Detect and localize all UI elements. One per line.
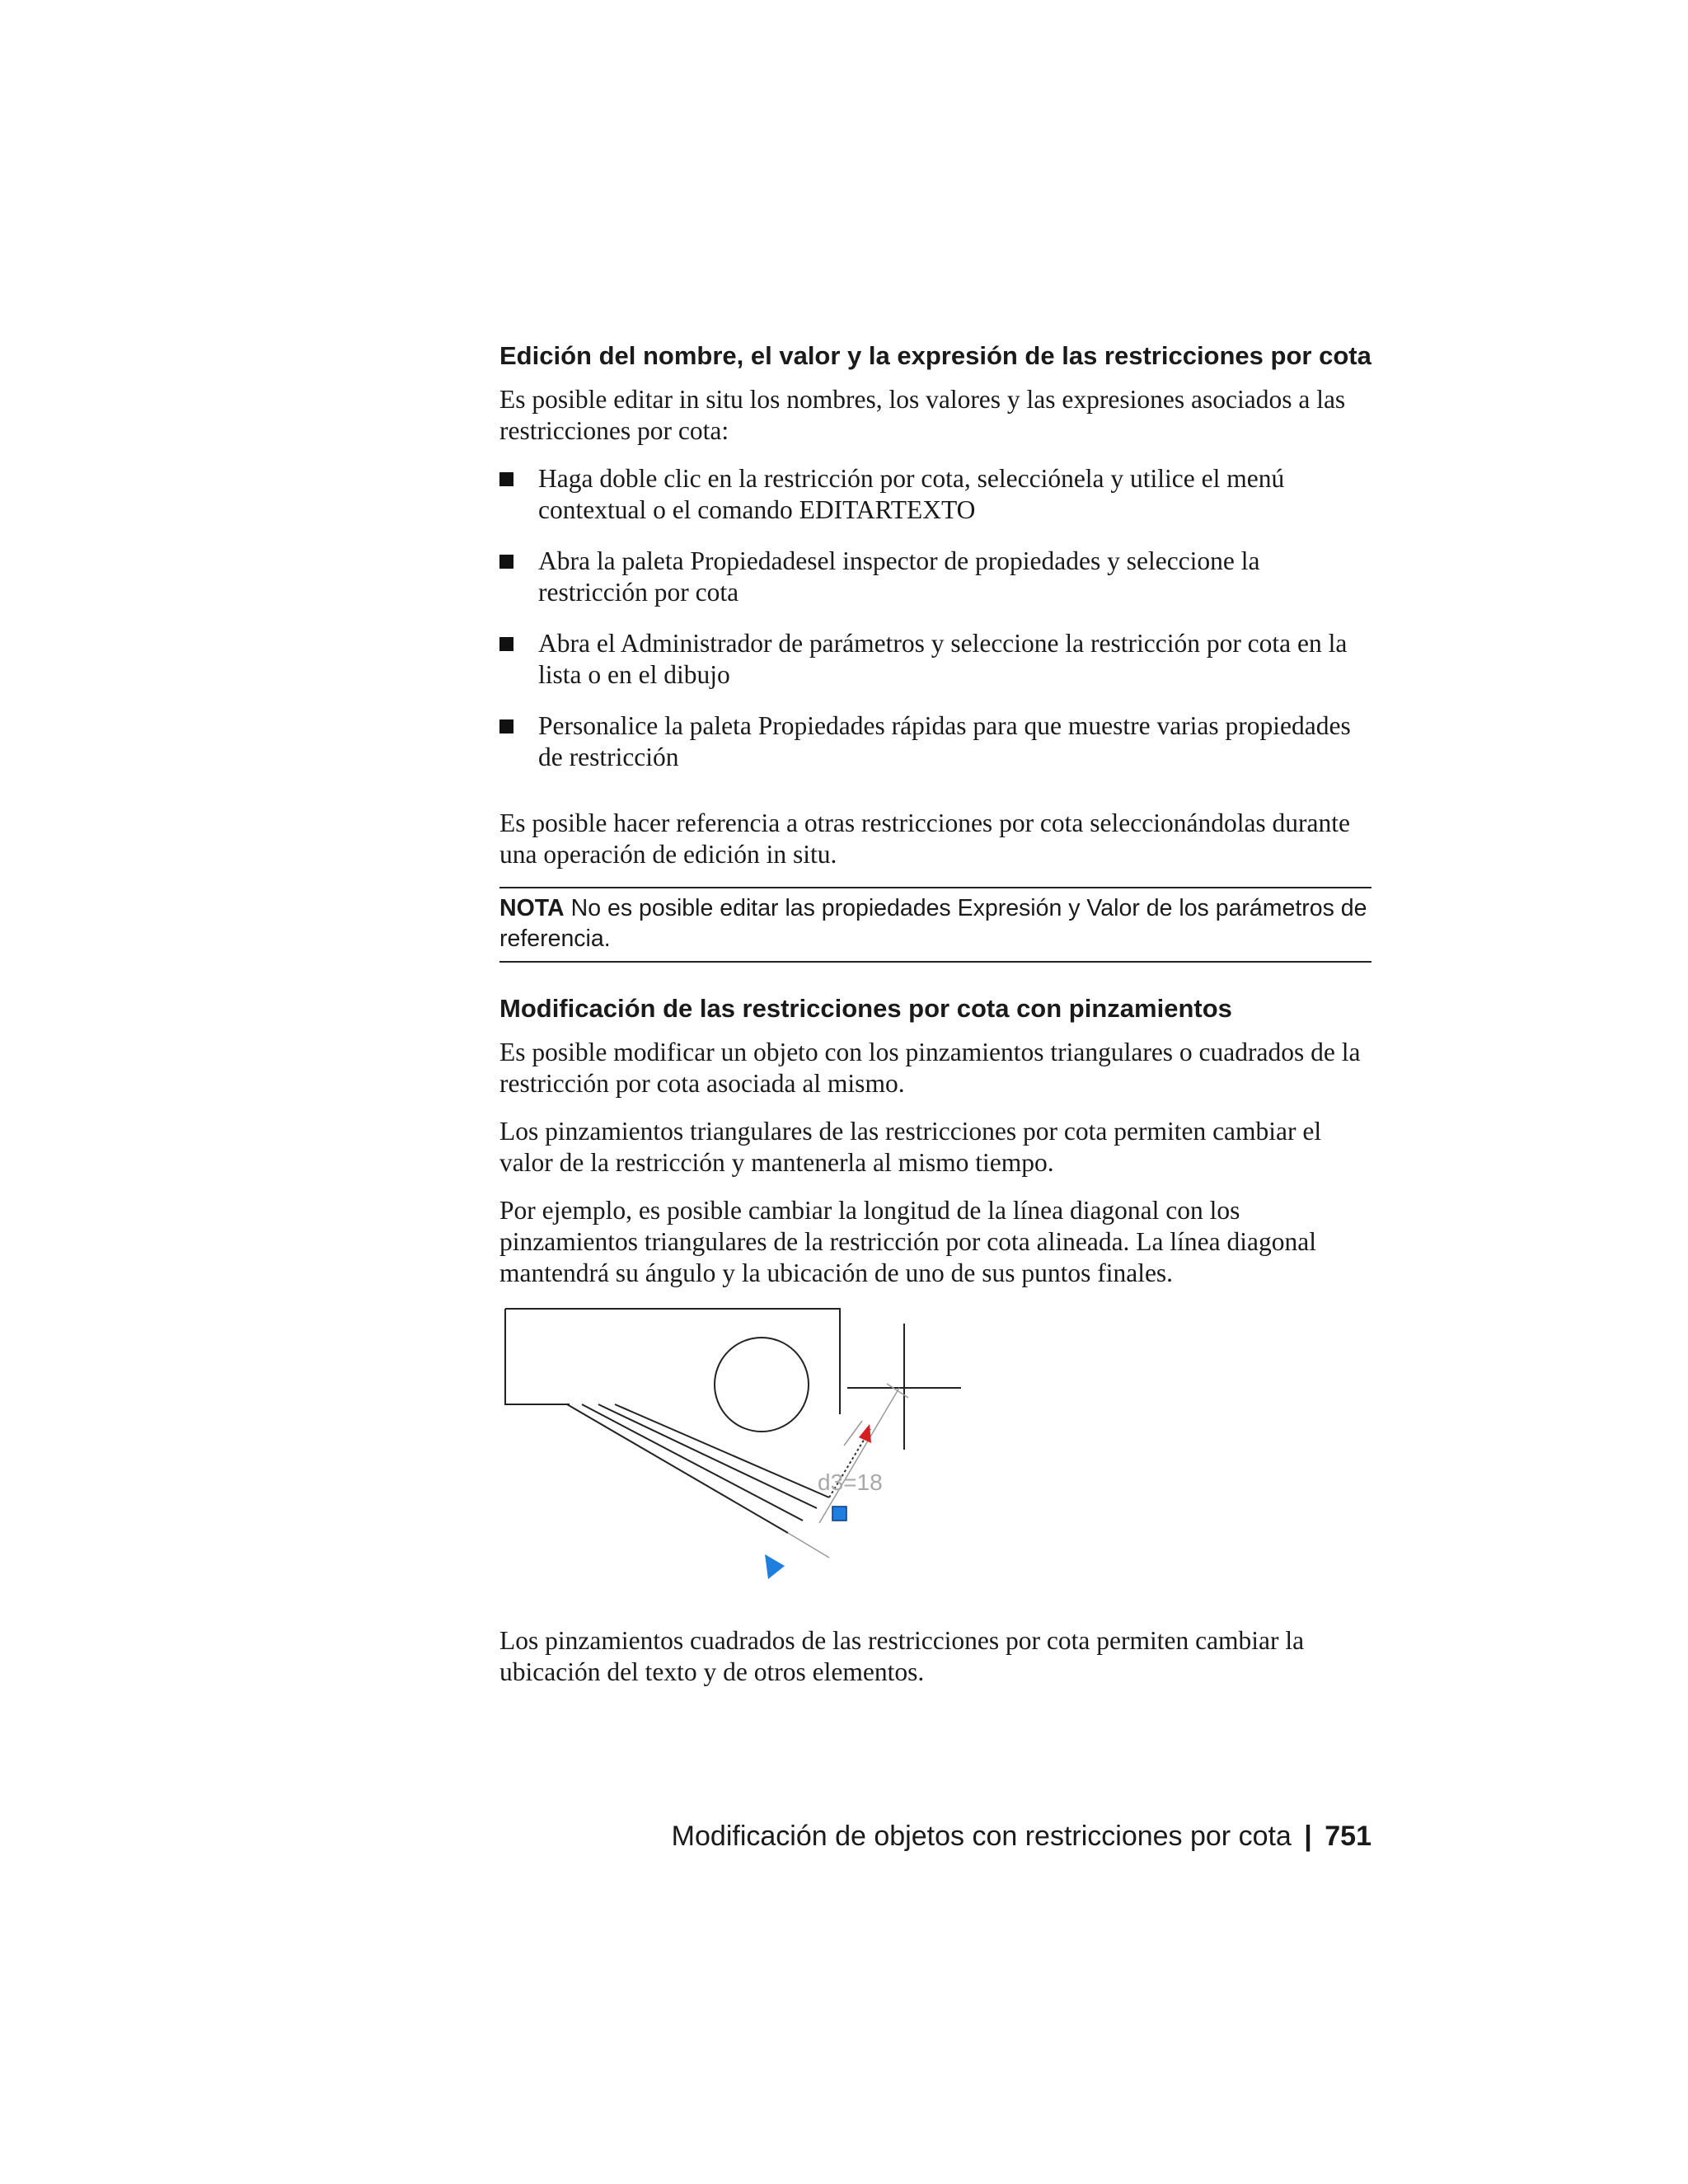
intro-paragraph: Es posible editar in situ los nombres, los valores y las expresiones asociados a las restricciones por cota: bbox=[499, 385, 1346, 445]
part-outline bbox=[505, 1309, 840, 1414]
page-content bbox=[499, 340, 1372, 1704]
list-item bbox=[499, 710, 1372, 773]
hole-circle bbox=[715, 1338, 809, 1432]
page-number: 751 bbox=[1325, 1821, 1372, 1852]
page-footer bbox=[672, 1820, 1372, 1853]
list-item bbox=[499, 628, 1372, 691]
note-label: NOTA bbox=[499, 895, 565, 921]
dimension-label: d3=18 bbox=[818, 1469, 883, 1495]
note-box bbox=[499, 887, 1372, 963]
grips-paragraph-3: Por ejemplo, es posible cambiar la longitud de la línea diagonal con los pinzamientos triangulares de la restricción por cota alineada. La línea diagonal mantendrá su ángulo y la ubicación de uno de sus puntos finales. bbox=[499, 1196, 1316, 1287]
diagonal-line bbox=[582, 1404, 803, 1521]
diagonal-line bbox=[567, 1404, 788, 1533]
diagonal-line bbox=[598, 1404, 817, 1508]
grips-paragraph-2: Los pinzamientos triangulares de las restricciones por cota permiten cambiar el valor de la restricción y mantenerla al mismo tiempo. bbox=[499, 1117, 1322, 1177]
grips-paragraph-1: Es posible modificar un objeto con los pinzamientos triangulares o cuadrados de la restricción por cota asociada al mismo. bbox=[499, 1038, 1361, 1098]
square-bullet-icon bbox=[499, 555, 513, 569]
section-heading-edit-dimension: Edición del nombre, el valor y la expresión de las restricciones por cota bbox=[499, 341, 1372, 370]
square-bullet-icon bbox=[499, 472, 513, 486]
blue-square-grip-icon bbox=[832, 1507, 846, 1521]
list-item-text: Abra el Administrador de parámetros y seleccione la restricción por cota en la lista o en el dibujo bbox=[538, 629, 1348, 689]
blue-triangular-grip-icon bbox=[765, 1554, 785, 1579]
square-bullet-icon bbox=[499, 637, 513, 651]
section-heading-grips: Modificación de las restricciones por cota con pinzamientos bbox=[499, 994, 1232, 1023]
list-item-text: Haga doble clic en la restricción por cota, selecciónela y utilice el menú contextual o el comando EDITARTEXTO bbox=[538, 464, 1285, 524]
bullet-list bbox=[499, 463, 1372, 773]
red-triangular-grip-icon bbox=[859, 1424, 871, 1443]
list-item bbox=[499, 463, 1372, 526]
grip-illustration bbox=[499, 1305, 994, 1586]
reference-paragraph: Es posible hacer referencia a otras restricciones por cota seleccionándolas durante una operación de edición in situ. bbox=[499, 808, 1351, 869]
footer-title: Modificación de objetos con restricciones por cota bbox=[671, 1821, 1292, 1852]
footer-separator: | bbox=[1304, 1821, 1312, 1852]
list-item-text: Personalice la paleta Propiedades rápidas para que muestre varias propiedades de restricción bbox=[538, 711, 1351, 771]
square-bullet-icon bbox=[499, 719, 513, 733]
grips-paragraph-4: Los pinzamientos cuadrados de las restricciones por cota permiten cambiar la ubicación del texto y de otros elementos. bbox=[499, 1626, 1305, 1686]
note-text: No es posible editar las propiedades Expresión y Valor de los parámetros de referencia. bbox=[499, 895, 1367, 952]
list-item-text: Abra la paleta Propiedadesel inspector de propiedades y seleccione la restricción por cota bbox=[538, 546, 1260, 607]
list-item bbox=[499, 546, 1372, 608]
